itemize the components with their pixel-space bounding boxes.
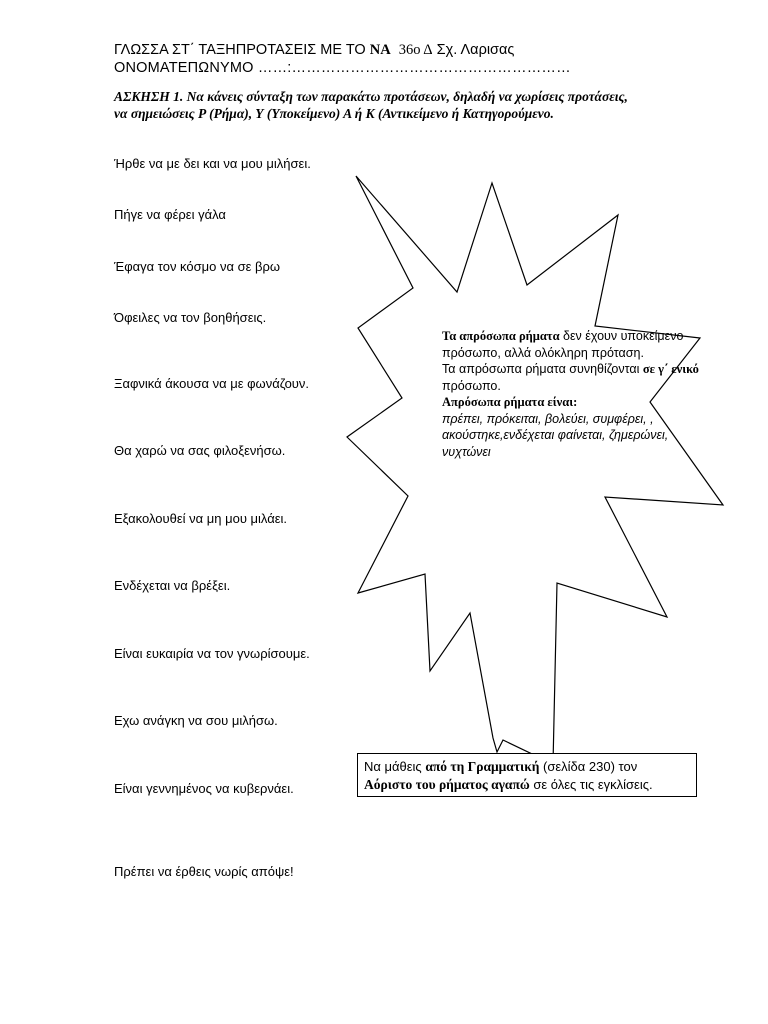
grammar-note-prefix: Να μάθεις [364,759,426,774]
header-school: 36ο Δ [398,42,433,58]
sentence-item: Ενδέχεται να βρέξει. [114,578,231,593]
impersonal-verbs-list: πρέπει, πρόκειται, βολεύει, συμφέρει, , ακούστηκε,ενδέχεται φαίνεται, ζημερώνει, νυχτώνει [442,411,669,459]
impersonal-verbs-box [442,328,702,460]
sentence-item: Ήρθε να με δει και να μου μιλήσει. [114,156,311,171]
grammar-note-suffix: σε όλες τις εγκλίσεις. [529,777,653,792]
sentence-item: Είναι γεννημένος να κυβερνάει. [114,781,294,796]
sentence-item: Θα χαρώ να σας φιλοξενήσω. [114,443,286,458]
sentence-item: Πήγε να φέρει γάλα [114,207,226,222]
sentence-item: Εξακολουθεί να μη μου μιλάει. [114,511,288,526]
sentence-item: Όφειλες να τον βοηθήσεις. [114,310,267,325]
sentence-item: Έφαγα τον κόσμο να σε βρω [114,259,281,274]
sentence-item: Είναι ευκαιρία να τον γνωρίσουμε. [114,646,310,661]
sentence-item: Πρέπει να έρθεις νωρίς απόψε! [114,864,294,879]
header-school-city: Σχ. Λαρισας [432,42,515,58]
sentence-item: Ξαφνικά άκουσα να με φωνάζουν. [114,376,310,391]
sentence-item: Εχω ανάγκη να σου μιλήσω. [114,713,278,728]
grammar-note-page: (σελίδα 230) τον [539,759,638,774]
exercise-instructions: ΑΣΚΗΣΗ 1. Να κάνεις σύνταξη των παρακάτω προτάσεων, δηλαδή να χωρίσεις προτάσεις, να σημειώσεις Ρ (Ρήμα), Υ (Υποκείμενο) Α ή Κ (Αντικείμενο ή Κατηγορούμενο. [114,89,628,121]
impersonal-verbs-text-3: πρόσωπο. [442,378,501,393]
grammar-note-source: από τη Γραμματική [425,759,540,774]
grammar-note-box [357,753,697,797]
impersonal-verbs-text-1: δεν έχουν υποκείμενο πρόσωπο, αλλά ολόκληρη πρόταση. [442,329,684,360]
impersonal-verbs-list-heading: Απρόσωπα ρήματα είναι: [442,395,578,409]
name-line: ΟΝΟΜΑΤΕΠΩΝΥΜΟ ……:………………………………………………… [114,60,571,76]
impersonal-verbs-heading: Τα απρόσωπα ρήματα [442,329,560,343]
grammar-note-topic: Αόριστο του ρήματος αγαπώ [364,777,530,792]
header-title-bold: ΝΑ [369,42,391,58]
impersonal-verbs-text-2: Τα απρόσωπα ρήματα συνηθίζονται [442,362,643,376]
header-title-text: ΓΛΩΣΣΑ ΣΤ΄ ΤΑΞΗΠΡΟΤΑΣΕΙΣ ΜΕ ΤΟ [114,42,370,58]
impersonal-verbs-person: σε γ΄ ενικό [642,362,699,376]
